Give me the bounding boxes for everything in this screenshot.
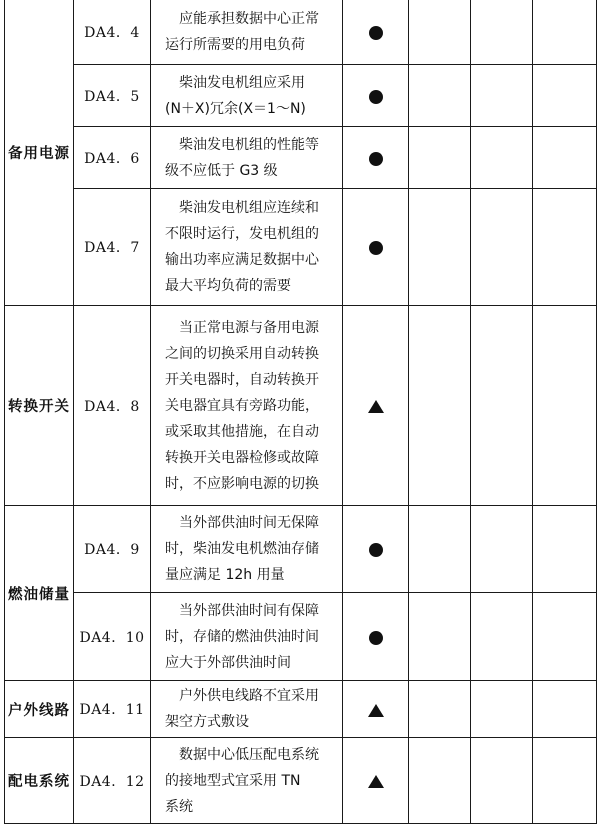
table-row — [5, 189, 597, 306]
table-row — [5, 127, 597, 189]
filled-circle-icon — [369, 152, 383, 166]
requirement-line: 应大于外部供油时间 — [165, 654, 291, 671]
requirement-line: 级不应低于 G3 级 — [165, 162, 278, 179]
filled-triangle-icon — [368, 400, 384, 413]
requirement-text — [151, 593, 343, 681]
empty-cell — [409, 65, 471, 127]
requirement-line: 当外部供油时间无保障 — [179, 515, 319, 531]
requirement-text — [151, 306, 343, 506]
mark-cell — [343, 593, 409, 681]
empty-cell — [533, 506, 597, 593]
category-cell: 燃油储量 — [5, 506, 74, 681]
empty-cell — [533, 738, 597, 824]
requirement-line: 不限时运行，发电机组的 — [165, 226, 319, 242]
requirement-line: 运行所需要的用电负荷 — [165, 37, 305, 53]
requirement-text — [151, 127, 343, 189]
empty-cell — [409, 506, 471, 593]
requirement-text — [151, 0, 343, 65]
requirement-line: 当正常电源与备用电源 — [179, 319, 319, 336]
mark-cell — [343, 189, 409, 306]
table-row — [5, 593, 597, 681]
category-cell: 户外线路 — [5, 681, 74, 738]
filled-circle-icon — [369, 90, 383, 104]
requirement-line: 时，不应影响电源的切换 — [165, 475, 319, 492]
filled-triangle-icon — [368, 775, 384, 788]
table-row — [5, 0, 597, 65]
requirement-line: (N＋X)冗余(X＝1～N) — [165, 100, 306, 117]
empty-cell — [471, 65, 533, 127]
requirement-line: 开关电器时，自动转换开 — [165, 371, 319, 388]
item-code: DA4．7 — [74, 189, 151, 306]
empty-cell — [409, 681, 471, 738]
mark-cell — [343, 681, 409, 738]
empty-cell — [471, 738, 533, 824]
empty-cell — [409, 738, 471, 824]
empty-cell — [471, 189, 533, 306]
item-code: DA4．4 — [74, 0, 151, 65]
mark-cell — [343, 0, 409, 65]
requirement-line: 时，存储的燃油供油时间 — [165, 628, 319, 645]
empty-cell — [533, 0, 597, 65]
empty-cell — [471, 593, 533, 681]
requirement-line: 或采取其他措施，在自动 — [165, 423, 319, 440]
requirement-line: 数据中心低压配电系统 — [179, 746, 319, 763]
requirement-line: 转换开关电器检修或故障 — [165, 449, 319, 466]
requirement-text — [151, 681, 343, 738]
requirement-line: 应能承担数据中心正常 — [179, 11, 319, 27]
filled-triangle-icon — [368, 704, 384, 717]
table-row — [5, 65, 597, 127]
item-code: DA4．12 — [74, 738, 151, 824]
filled-circle-icon — [369, 241, 383, 255]
table-row — [5, 506, 597, 593]
empty-cell — [409, 0, 471, 65]
empty-cell — [471, 506, 533, 593]
table-row — [5, 681, 597, 738]
requirement-line: 柴油发电机组的性能等 — [179, 136, 319, 153]
requirement-text — [151, 65, 343, 127]
empty-cell — [533, 681, 597, 738]
mark-cell — [343, 127, 409, 189]
empty-cell — [471, 127, 533, 189]
empty-cell — [409, 306, 471, 506]
mark-cell — [343, 738, 409, 824]
empty-cell — [471, 306, 533, 506]
requirement-text — [151, 506, 343, 593]
requirement-text — [151, 738, 343, 824]
requirement-text — [151, 189, 343, 306]
mark-cell — [343, 65, 409, 127]
item-code: DA4．11 — [74, 681, 151, 738]
requirement-line: 当外部供油时间有保障 — [179, 602, 319, 619]
requirement-line: 户外供电线路不宜采用 — [179, 688, 319, 704]
empty-cell — [533, 189, 597, 306]
requirement-line: 架空方式敷设 — [165, 714, 249, 730]
requirement-line: 之间的切换采用自动转换 — [165, 345, 319, 362]
empty-cell — [533, 593, 597, 681]
filled-circle-icon — [369, 26, 383, 40]
empty-cell — [533, 306, 597, 506]
requirement-line: 系统 — [165, 798, 193, 815]
item-code: DA4．5 — [74, 65, 151, 127]
table-row — [5, 306, 597, 506]
empty-cell — [533, 127, 597, 189]
empty-cell — [409, 593, 471, 681]
requirement-line: 柴油发电机组应采用 — [179, 74, 305, 91]
category-cell: 转换开关 — [5, 306, 74, 506]
category-cell: 备用电源 — [5, 0, 74, 306]
specification-table — [4, 0, 597, 824]
requirement-line: 关电器宜具有旁路功能， — [165, 397, 319, 414]
mark-cell — [343, 506, 409, 593]
empty-cell — [471, 0, 533, 65]
filled-circle-icon — [369, 543, 383, 557]
requirement-line: 量应满足 12h 用量 — [165, 567, 285, 583]
item-code: DA4．6 — [74, 127, 151, 189]
requirement-line: 时，柴油发电机燃油存储 — [165, 541, 319, 557]
empty-cell — [409, 127, 471, 189]
item-code: DA4．8 — [74, 306, 151, 506]
requirement-line: 的接地型式宜采用 TN — [165, 772, 301, 789]
requirement-line: 最大平均负荷的需要 — [165, 278, 291, 294]
empty-cell — [471, 681, 533, 738]
empty-cell — [409, 189, 471, 306]
requirement-line: 输出功率应满足数据中心 — [165, 252, 319, 268]
category-cell: 配电系统 — [5, 738, 74, 824]
requirement-line: 柴油发电机组应连续和 — [179, 200, 319, 216]
empty-cell — [533, 65, 597, 127]
item-code: DA4．10 — [74, 593, 151, 681]
item-code: DA4．9 — [74, 506, 151, 593]
mark-cell — [343, 306, 409, 506]
table-row — [5, 738, 597, 824]
filled-circle-icon — [369, 631, 383, 645]
